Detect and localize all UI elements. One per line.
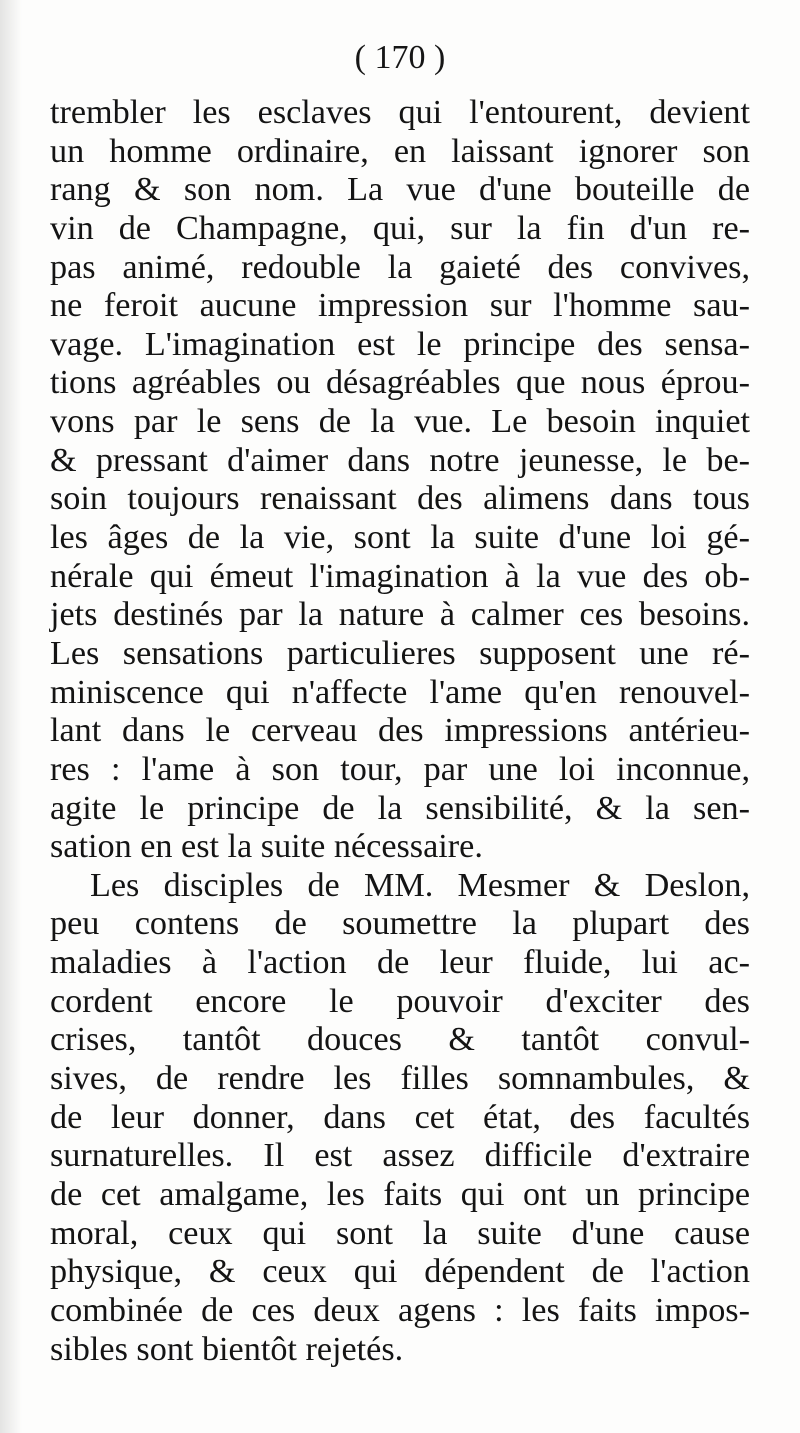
text-line: trembler les esclaves qui l'entourent, devient <box>50 94 750 131</box>
text-line: lant dans le cerveau des impressions antérieu- <box>50 712 750 750</box>
text-line: miniscence qui n'affecte l'ame qu'en renouvel- <box>50 673 750 711</box>
text-line: de leur donner, dans cet état, des facultés <box>50 1098 750 1136</box>
paragraph <box>50 94 750 867</box>
text-line: vons par le sens de la vue. Le besoin inquiet <box>50 403 750 441</box>
text-line: physique, & ceux qui dépendent de l'action <box>50 1253 750 1291</box>
text-line: combinée de ces deux agens : les faits impos- <box>50 1291 750 1329</box>
text-line: un homme ordinaire, en laissant ignorer son <box>50 132 750 170</box>
text-line: crises, tantôt douces & tantôt convul- <box>50 1021 750 1059</box>
text-line: sation en est la suite nécessaire. <box>50 828 483 866</box>
paragraph <box>50 867 750 1369</box>
text-line: moral, ceux qui sont la suite d'une cause <box>50 1214 750 1252</box>
page-number: ( 170 ) <box>354 39 446 76</box>
text-line: peu contens de soumettre la plupart des <box>50 905 750 943</box>
text-line: res : l'ame à son tour, par une loi inconnue, <box>50 750 750 788</box>
body-text <box>50 94 750 1369</box>
text-line: vage. L'imagination est le principe des sensa- <box>50 325 750 363</box>
text-line: cordent encore le pouvoir d'exciter des <box>50 982 750 1020</box>
text-line: ne feroit aucune impression sur l'homme sau- <box>50 287 750 325</box>
text-line: les âges de la vie, sont la suite d'une loi gé- <box>50 519 750 557</box>
page-edge-shadow <box>0 0 22 1433</box>
text-line: soin toujours renaissant des alimens dans tous <box>50 480 750 518</box>
text-line: vin de Champagne, qui, sur la fin d'un re- <box>50 209 750 247</box>
text-line: jets destinés par la nature à calmer ces besoins. <box>50 596 750 634</box>
text-line: maladies à l'action de leur fluide, lui ac- <box>50 944 750 982</box>
text-line: pas animé, redouble la gaieté des convives, <box>50 248 750 286</box>
text-line: agite le principe de la sensibilité, & la sen- <box>50 789 750 827</box>
text-line: Les disciples de MM. Mesmer & Deslon, <box>90 866 750 904</box>
text-line: nérale qui émeut l'imagination à la vue des ob- <box>50 557 750 595</box>
text-line: rang & son nom. La vue d'une bouteille de <box>50 171 750 209</box>
text-line: tions agréables ou désagréables que nous éprou- <box>50 364 750 402</box>
text-line: Les sensations particulieres supposent une ré- <box>50 634 750 672</box>
text-line: sives, de rendre les filles somnambules, & <box>50 1060 750 1098</box>
text-line: de cet amalgame, les faits qui ont un principe <box>50 1175 750 1213</box>
text-line: surnaturelles. Il est assez difficile d'extraire <box>50 1137 750 1175</box>
text-line: & pressant d'aimer dans notre jeunesse, le be- <box>50 441 750 479</box>
text-line: sibles sont bientôt rejetés. <box>50 1330 404 1368</box>
